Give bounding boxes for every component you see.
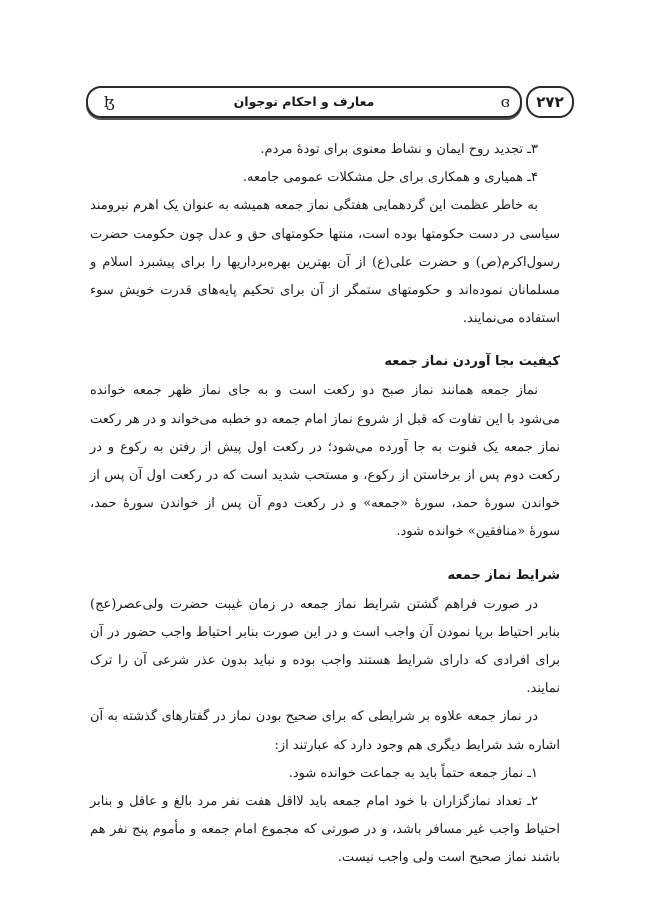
ornament-right-icon: ɞ [500,93,510,111]
ornament-left-icon: ɮ [104,93,115,111]
page-number: ۲۷۲ [526,86,574,118]
running-header [86,86,568,116]
section-paragraph: در نماز جمعه علاوه بر شرایطی که برای صحیح بودن نماز در گفتارهای گذشته به آن اشاره شد شرایط دیگری هم وجود دارد که عبارتند از: [90,709,560,753]
list-item: ۴ـ همیاری و همکاری برای حل مشکلات عمومی جامعه. [242,170,538,186]
section-heading-friday-prayer-method: کیفیت بجا آوردن نماز جمعه [384,354,560,370]
section-heading-friday-prayer-conditions: شرایط نماز جمعه [447,567,560,583]
header-title-frame [86,86,522,118]
list-item: ۲ـ تعداد نمازگزاران با خود امام جمعه باید لااقل هفت نفر مرد بالغ و عاقل و بنابر احتیاط واجب غیر مسافر باشد، و در صورتی که مجموع امام جمعه و مأموم پنج نفر هم باشند نماز صحیح است ولی واجب نیست. [90,794,560,866]
list-item: ۱ـ نماز جمعه حتماً باید به جماعت خوانده شود. [288,765,538,781]
intro-paragraph: به خاطر عظمت این گردهمایی هفتگی نماز جمعه همیشه به عنوان یک اهرم نیرومند سیاسی در دست حکومتها بوده است، منتها حکومتهای حق و عدل چون حکومت حضرت رسول‌اکرم(ص) و حضرت علی(ع) از آن بهترین بهره‌برداریها را برای پیشبرد اسلام و مسلمانان نموده‌اند و حکومتهای ستمگر از آن برای تحکیم پایه‌های قدرت خویش سوء استفاده می‌نمایند. [90,198,560,327]
section-paragraph: در صورت فراهم گشتن شرایط نماز جمعه در زمان غیبت حضرت ولی‌عصر(عج) بنابر احتیاط برپا نمودن آن واجب است و در این صورت بنابر احتیاط واجب حضور در آن برای افرادی که دارای شرایط هستند واجب بوده و نباید بدون عذر شرعی آن را ترک نمایند. [90,596,560,697]
page-body [90,136,560,873]
list-item: ۳ـ تجدید روح ایمان و نشاط معنوی برای تودهٔ مردم. [260,142,538,157]
book-title: معارف و احکام نوجوان [233,94,375,109]
section-paragraph: نماز جمعه همانند نماز صبح دو رکعت است و به جای نماز ظهر جمعه خوانده می‌شود با این تفاوت که قبل از شروع نماز امام جمعه دو خطبه می‌خواند و در هر رکعت نماز جمعه یک قنوت به جا آورده می‌شود؛ در رکعت اول پیش از رفتن به رکوع و در رکعت دوم پس از برخاستن از رکوع، و مستحب شدید است که در رکعت اول آن پس از خواندن سورهٔ حمد، سورهٔ «جمعه» و در رکعت دوم آن پس از خواندن سورهٔ حمد، سورهٔ «منافقین» خوانده شود. [90,383,560,540]
